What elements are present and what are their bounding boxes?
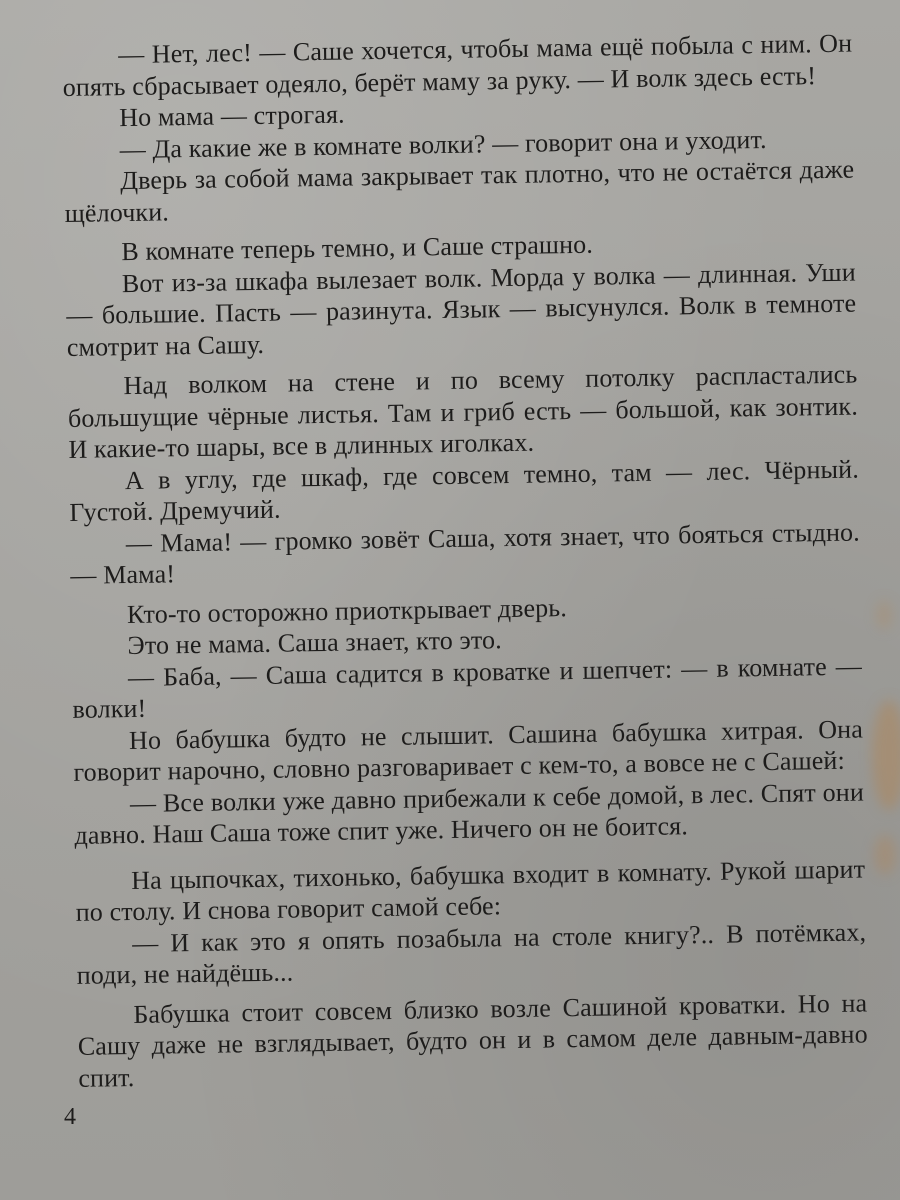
paragraph: Над волком на стене и по всему потолку распластались большущие чёрные листья. Там и гриб есть — большой, как зонтик. И какие-то шары, все в длинных иголках. bbox=[67, 359, 859, 464]
paragraph: — Мама! — громко зовёт Саша, хотя знает, что бояться стыдно.— Мама! bbox=[70, 517, 861, 590]
page-text bbox=[62, 28, 868, 1094]
paragraph: Бабушка стоит совсем близко возле Сашиной кроватки. Но на Сашу даже не взглядывает, будто он и в самом деле давным-давно спит. bbox=[77, 987, 868, 1093]
paragraph: Но бабушка будто не слышит. Сашина бабушка хитрая. Она говорит нарочно, словно разговаривает с кем-то, а вовсе не с Сашей: bbox=[73, 714, 864, 787]
paragraph: На цыпочках, тихонько, бабушка входит в комнату. Рукой шарит по столу. И снова говорит самой себе: bbox=[75, 853, 866, 927]
paragraph: Это не мама. Саша знает, кто это. bbox=[127, 625, 503, 661]
paragraph: — И как это я опять позабыла на столе книгу?.. В потёмках, поди, не найдёшь... bbox=[76, 916, 867, 990]
paragraph: Но мама — строгая. bbox=[118, 99, 345, 133]
paragraph: — Да какие же в комнате волки? — говорит она и уходит. bbox=[119, 124, 767, 164]
paragraph: А в углу, где шкаф, где совсем темно, там — лес. Чёрный. Густой. Дремучий. bbox=[69, 454, 860, 527]
page-number: 4 bbox=[64, 1104, 76, 1130]
paragraph: Кто-то осторожно приоткрывает дверь. bbox=[126, 592, 568, 629]
paragraph: Вот из-за шкафа вылезает волк. Морда у волка — длинная. Уши — большие. Пасть — разинута. Язык — высунулся. Волк в темноте смотрит на Сашу. bbox=[66, 257, 857, 362]
paragraph: — Нет, лес! — Саше хочется, чтобы мама ещё побыла с ним. Он опять сбрасывает одеяло, берёт маму за руку. — И волк здесь есть! bbox=[62, 28, 853, 102]
paragraph: В комнате теперь темно, и Саше страшно. bbox=[121, 229, 594, 267]
paper-stain bbox=[876, 600, 892, 630]
paragraph: — Баба, — Саша садится в кроватке и шепчет: — в комнате — волки! bbox=[72, 651, 863, 724]
paper-stain bbox=[874, 835, 896, 875]
paragraph: Дверь за собой мама закрывает так плотно, что не остаётся даже щёлочки. bbox=[64, 154, 855, 228]
paper-stain bbox=[872, 700, 900, 810]
paragraph: — Все волки уже давно прибежали к себе домой, в лес. Спят они давно. Наш Саша тоже спит уже. Ничего он не боится. bbox=[74, 776, 865, 850]
